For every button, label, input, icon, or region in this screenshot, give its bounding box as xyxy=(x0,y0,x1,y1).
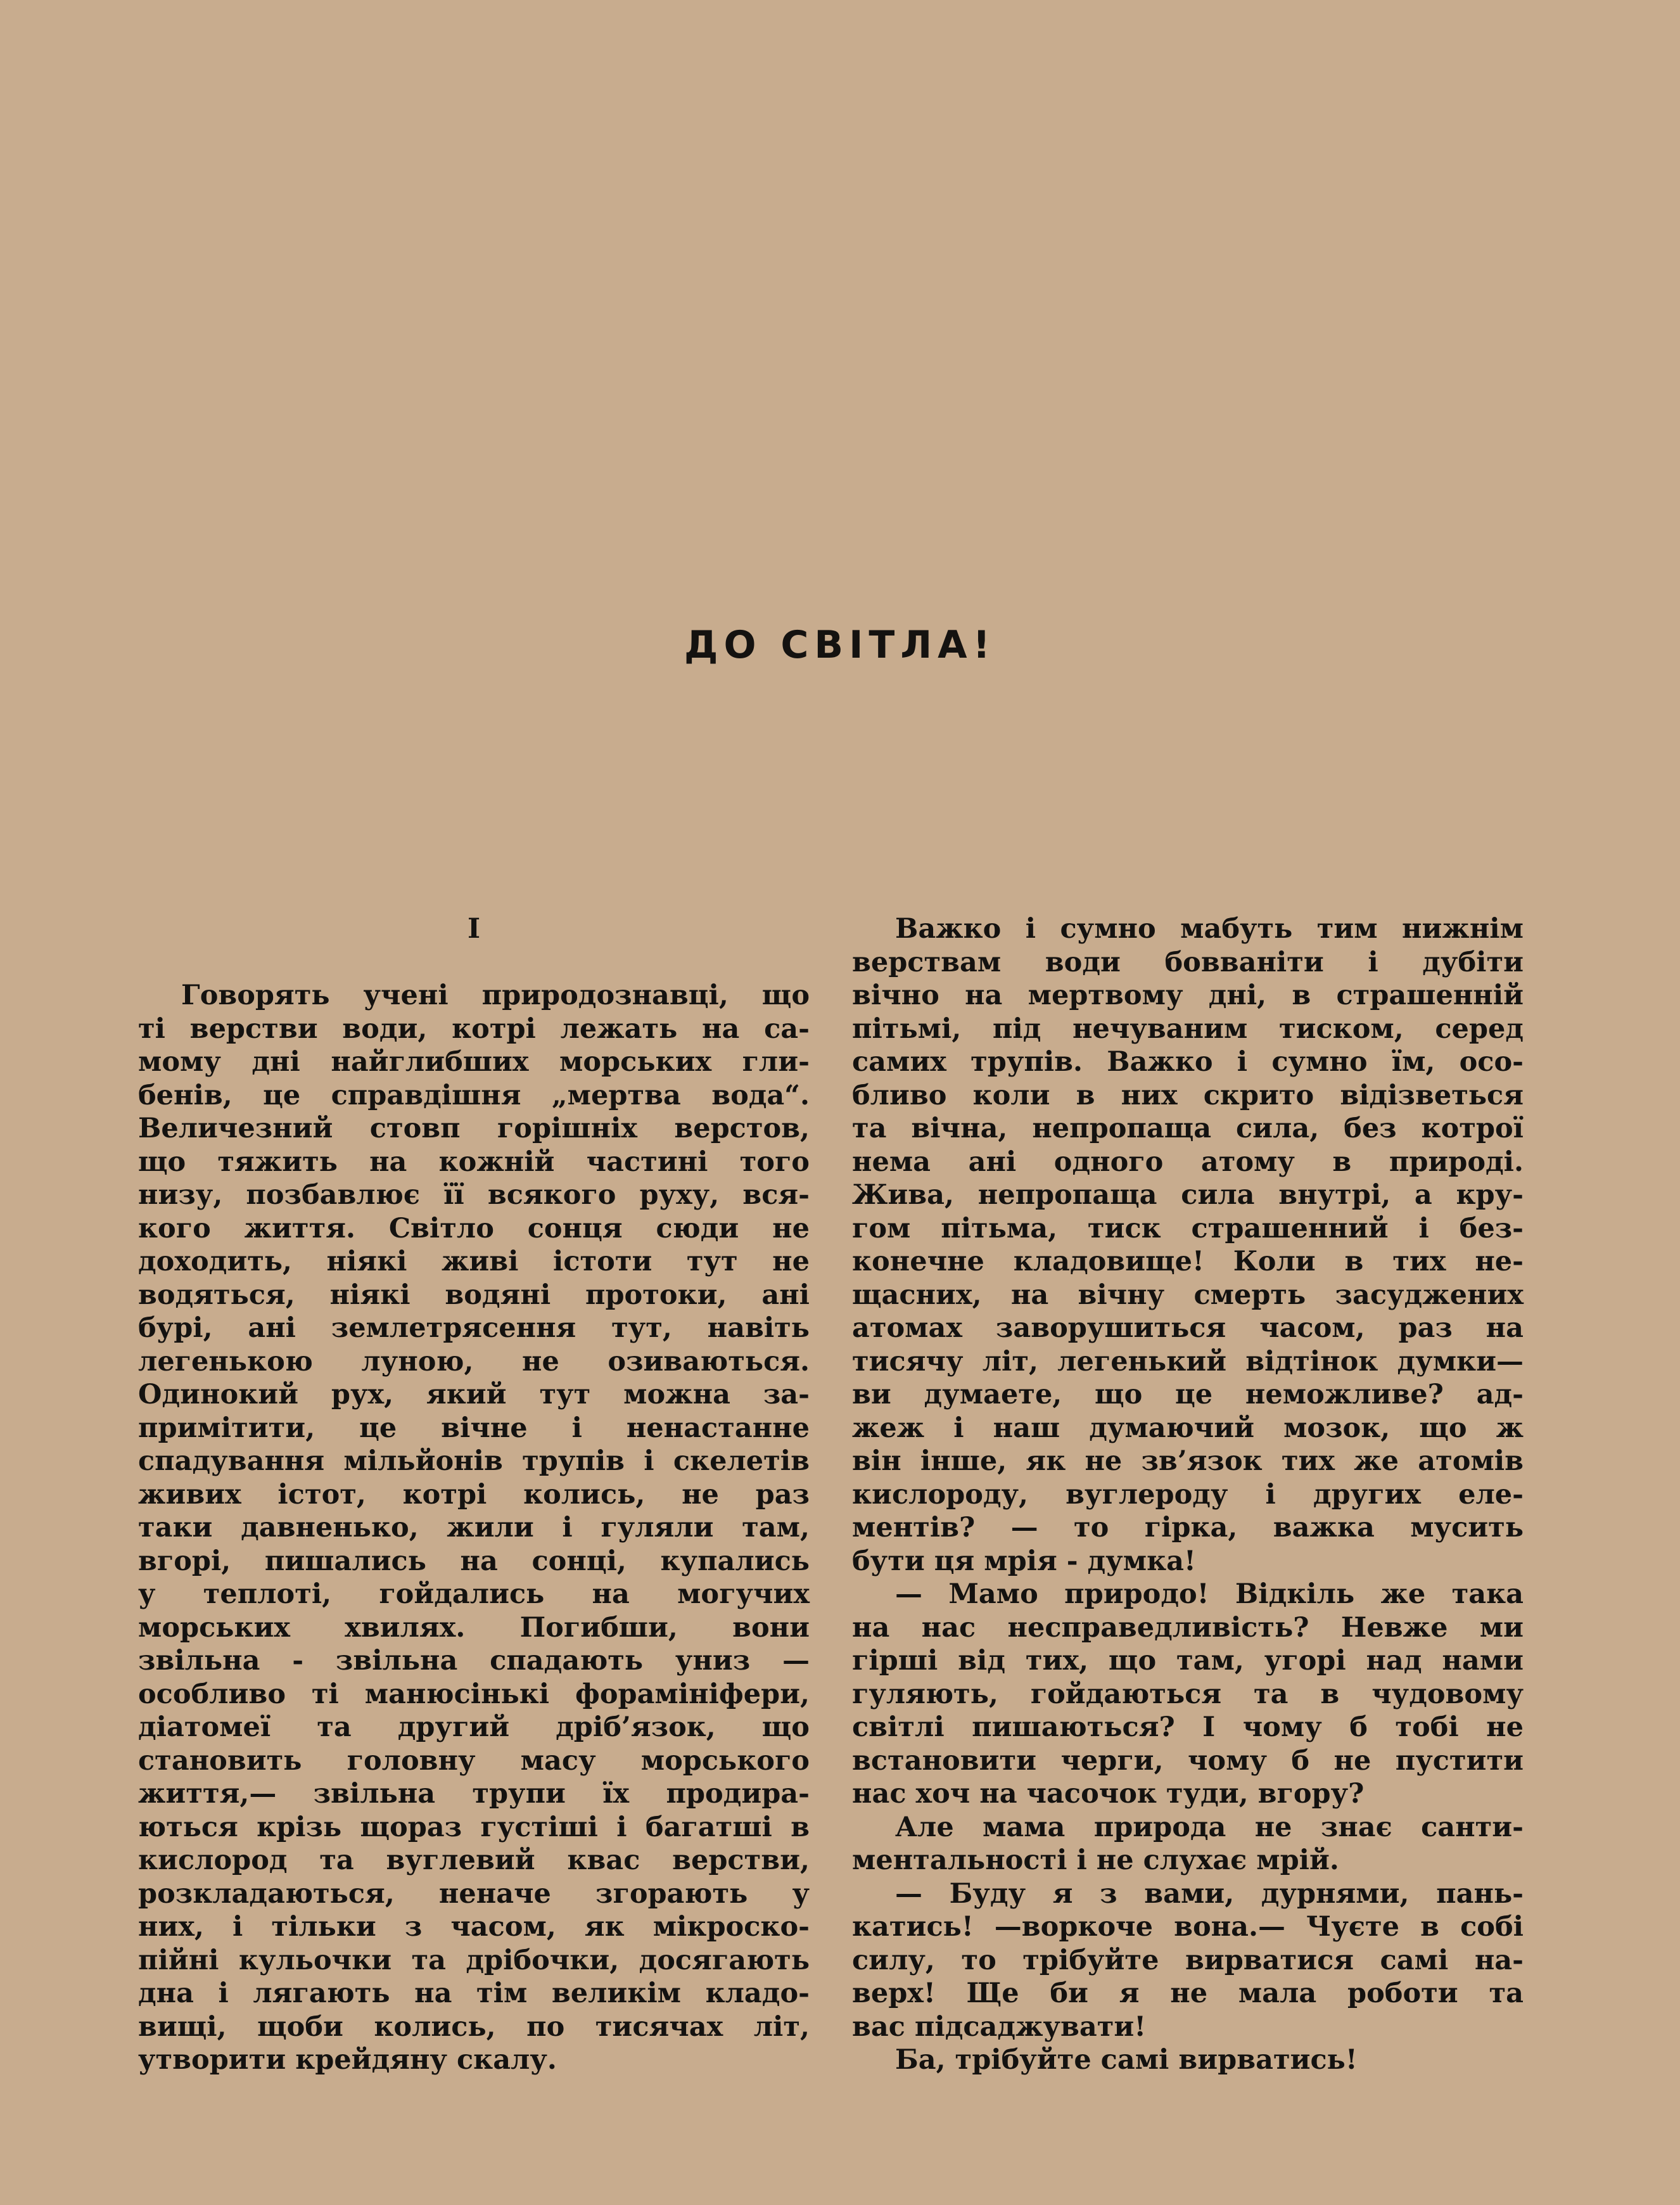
text-line: нас хоч на часочок туди, вгору? xyxy=(852,1778,1365,1810)
text-line: гом пітьма, тиск страшенний і без- xyxy=(852,1212,1524,1244)
text-line: ви думаете, що це неможливе? ад- xyxy=(852,1379,1524,1410)
text-line: вгорі, пишались на сонці, купались xyxy=(138,1545,810,1577)
text-line: водяться, ніякі водяні протоки, ані xyxy=(138,1279,810,1311)
text-line: утворити крейдяну скалу. xyxy=(138,2044,557,2076)
text-line: нема ані одного атому в природі. xyxy=(852,1146,1524,1178)
text-line: катись! —воркоче вона.— Чуєте в собі xyxy=(852,1911,1524,1943)
text-line: Говорять учені природознавці, що xyxy=(181,980,810,1011)
text-line: — Мамо природо! Відкіль же така xyxy=(895,1578,1524,1610)
text-line: та вічна, непропаща сила, без котрої xyxy=(852,1113,1524,1144)
text-line: бенів, це справдішня „мертва вода“. xyxy=(138,1079,810,1111)
text-line: світлі пишаються? І чому б тобі не xyxy=(852,1711,1524,1743)
text-line: він інше, як не зв’язок тих же атомів xyxy=(852,1445,1524,1477)
text-line: верствам води бовваніти і дубіти xyxy=(852,946,1524,978)
text-line: Важко і сумно мабуть тим нижнім xyxy=(895,913,1524,945)
text-line: кислороду, вуглероду і других еле- xyxy=(852,1478,1524,1511)
text-line: вас підсаджувати! xyxy=(852,2010,1147,2043)
text-line: життя,— звільна трупи їх продира- xyxy=(138,1778,810,1810)
text-line: доходить, ніякі живі істоти тут не xyxy=(138,1246,810,1277)
right-column xyxy=(852,912,1524,2077)
section-numeral: I xyxy=(467,913,481,945)
text-line: ються крізь щораз густіші і багатші в xyxy=(138,1811,810,1843)
text-line: Ба, трібуйте самі вирватись! xyxy=(895,2044,1358,2076)
text-line: Величезний стовп горішніх верстов, xyxy=(138,1113,810,1144)
text-line: бути ця мрія - думка! xyxy=(852,1545,1196,1577)
text-line: жеж і наш думаючий мозок, що ж xyxy=(852,1412,1524,1444)
text-line: бливо коли в них скрито відізветься xyxy=(852,1079,1524,1111)
text-line: розкладаються, неначе згорають у xyxy=(138,1877,810,1910)
text-line: живих істот, котрі колись, не раз xyxy=(138,1478,810,1511)
text-line: легенькою луною, не озиваються. xyxy=(138,1345,810,1377)
text-line: вічно на мертвому дні, в страшенній xyxy=(852,980,1524,1011)
text-line: самих трупів. Важко і сумно їм, осо- xyxy=(852,1046,1524,1078)
text-line: на нас несправедливість? Невже ми xyxy=(852,1611,1524,1644)
text-line: дна і лягають на тім великім кладо- xyxy=(138,1978,810,2009)
text-line: звільна - звільна спадають униз — xyxy=(138,1645,810,1677)
text-line: силу, то трібуйте вирватися самі на- xyxy=(852,1944,1524,1976)
text-line: становить головну масу морського xyxy=(138,1744,810,1777)
text-line: атомах заворушиться часом, раз на xyxy=(852,1312,1524,1344)
text-line: конечне кладовище! Коли в тих не- xyxy=(852,1246,1524,1277)
text-line: діатомеї та другий дріб’язок, що xyxy=(138,1711,810,1743)
text-line: пітьмі, під нечуваним тиском, серед xyxy=(852,1013,1524,1045)
text-line: Але мама природа не знає санти- xyxy=(895,1811,1524,1843)
text-line: тисячу літ, легенький відтінок думки— xyxy=(852,1345,1524,1377)
text-line: ментальності і не слухає мрій. xyxy=(852,1844,1339,1876)
text-line: встановити черги, чому б не пустити xyxy=(852,1744,1524,1777)
text-line: ті верстви води, котрі лежать на са- xyxy=(138,1013,810,1045)
text-line: них, і тільки з часом, як мікроско- xyxy=(138,1911,810,1943)
text-line: таки давненько, жили і гуляли там, xyxy=(138,1512,810,1544)
text-line: вищі, щоби колись, по тисячах літ, xyxy=(138,2010,810,2043)
text-line: спадування мільйонів трупів і скелетів xyxy=(138,1445,810,1477)
text-line: ментів? — то гірка, важка мусить xyxy=(852,1512,1524,1544)
text-line: Одинокий рух, який тут можна за- xyxy=(138,1379,810,1410)
text-line: що тяжить на кожній частині того xyxy=(138,1146,810,1178)
text-line: бурі, ані землетрясення тут, навіть xyxy=(138,1312,810,1344)
text-line: кого життя. Світло сонця сюди не xyxy=(138,1212,810,1244)
text-line: низу, позбавлює її всякого руху, вся- xyxy=(138,1179,810,1211)
text-line: особливо ті манюсінькі форамініфери, xyxy=(138,1678,810,1710)
text-line: — Буду я з вами, дурнями, пань- xyxy=(895,1877,1524,1910)
text-line: верх! Ще би я не мала роботи та xyxy=(852,1978,1524,2009)
text-line: пійні кульочки та дрібочки, досягають xyxy=(138,1944,810,1976)
text-line: мому дні найглибших морських гли- xyxy=(138,1046,810,1078)
text-line: примітити, це вічне і ненастанне xyxy=(138,1412,810,1444)
left-column xyxy=(138,912,810,2077)
text-line: гуляють, гойдаються та в чудовому xyxy=(852,1678,1524,1710)
text-line: Жива, непропаща сила внутрі, а кру- xyxy=(852,1179,1524,1211)
text-line: морських хвилях. Погибши, вони xyxy=(138,1611,810,1644)
text-line: у теплоті, гойдались на могучих xyxy=(138,1578,810,1610)
section-gap xyxy=(138,946,810,980)
text-line: щасних, на вічну смерть засуджених xyxy=(852,1279,1524,1311)
text-line: кислород та вуглевий квас верстви, xyxy=(138,1844,810,1876)
page-title: ДО СВІТЛА! xyxy=(684,623,996,667)
text-line: гірші від тих, що там, угорі над нами xyxy=(852,1645,1524,1677)
